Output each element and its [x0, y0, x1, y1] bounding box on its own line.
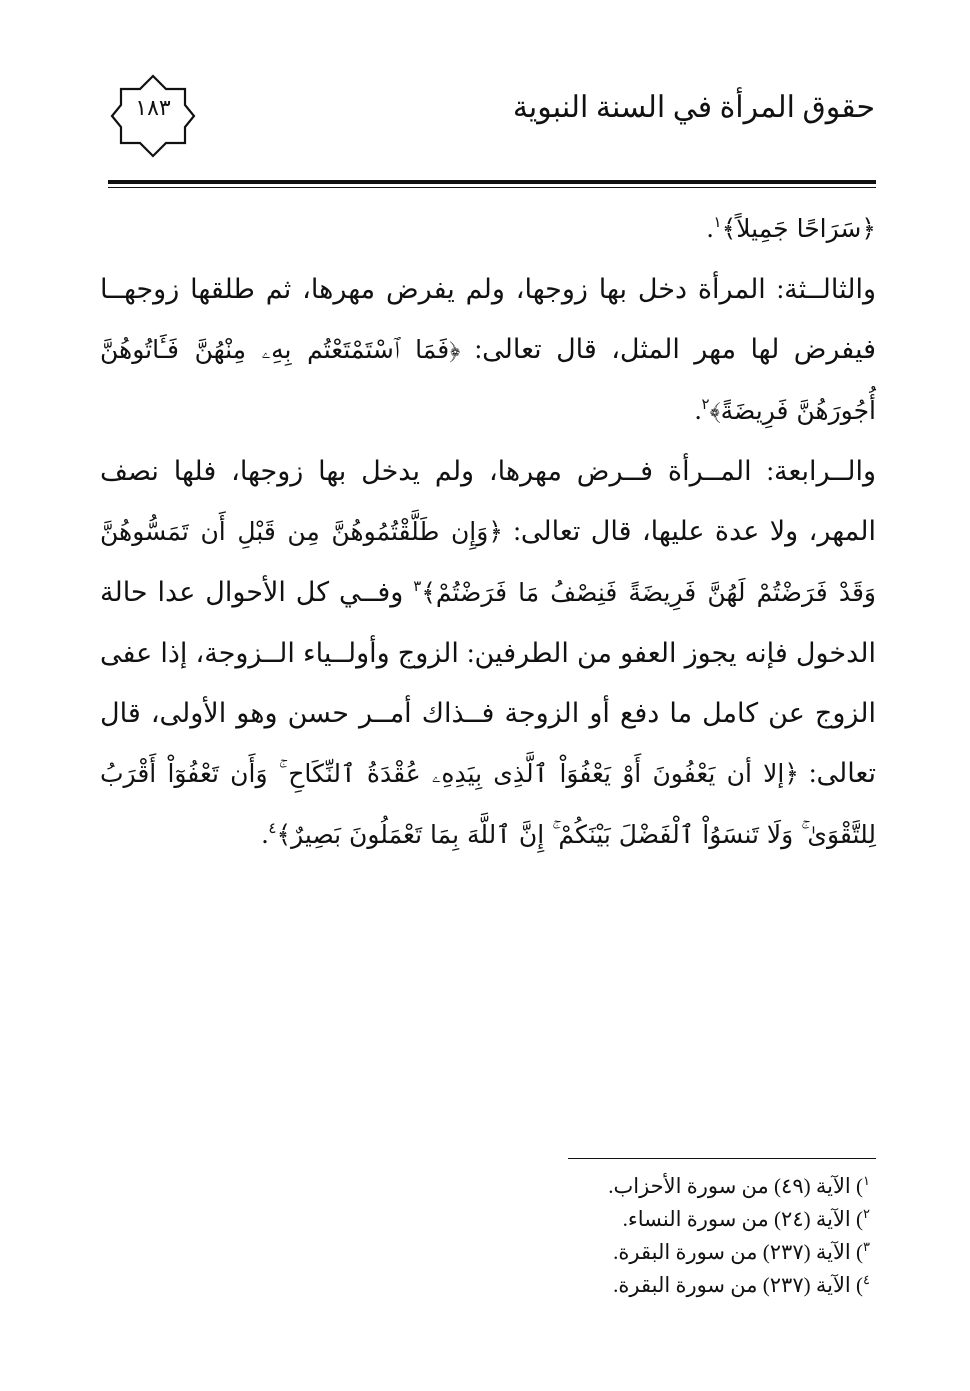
quran-bracket-close: ﴾: [721, 214, 737, 243]
page-number: ١٨٣: [135, 96, 171, 121]
footnote-number: ٤: [863, 1272, 870, 1287]
footnote-item: [450, 1269, 870, 1302]
footnote-separator: [568, 1158, 876, 1159]
page-number-badge: [108, 72, 198, 160]
footnote-number: ٢: [863, 1206, 870, 1221]
quran-bracket-open: ﴿: [784, 759, 799, 788]
running-title: حقوق المرأة في السنة النبوية: [512, 91, 875, 124]
quran-verse: إلا أن يَعْفُونَ أَوْ يَعْفُوَاْ ٱلَّذِى بِيَدِهِۦ عُقْدَةُ ٱلنِّكَاحِ ۚ وَأَن تَعْفُوٓاْ أَقْرَبُ لِلتَّقْوَىٰ ۚ وَلَا تَنسَوُاْ ٱلْفَضْلَ بَيْنَكُمْ ۚ إِنَّ ٱللَّهَ بِمَا تَعْمَلُونَ بَصِيرٌ: [100, 759, 876, 849]
body-text: [100, 198, 876, 865]
footnote-marker: ١: [713, 215, 722, 231]
footnote-number: ١: [863, 1173, 870, 1188]
quran-bracket-open: ﴿: [488, 517, 503, 546]
paragraph-text: والــرابعة: المــرأة فــرض مهرها، ولم يدخل بها زوجها، فلها نصف المهر، ولا عدة عليها، قال تعالى:: [100, 456, 876, 546]
paragraph-text: والثالــثة: المرأة دخل بها زوجها، ولم يفرض مهرها، ثم طلقها زوجهــا فيفرض لها مهر المثل، قال تعالى:: [100, 274, 877, 364]
footnote-number: ٣: [863, 1239, 870, 1254]
paragraph-text: وفــي كل الأحوال عدا حالة الدخول فإنه يجوز العفو من الطرفين: الزوج وأولــياء الــزوجة، إذا عفى الزوج عن كامل ما دفع أو الزوجة فــذاك أمــر حسن وهو الأولى، قال تعالى:: [100, 577, 877, 788]
header-rule-thin: [108, 187, 876, 188]
footnote-text: ) الآية (٢٤) من سورة النساء.: [622, 1207, 864, 1231]
footnote-text: ) الآية (٢٣٧) من سورة البقرة.: [613, 1240, 864, 1264]
header-rule: [108, 180, 876, 184]
paragraph: والثالــثة: المرأة دخل بها زوجها، ولم يفرض مهرها، ثم طلقها زوجهــا فيفرض لها مهر المثل، قال تعالى: ﴿فَمَا ٱسْتَمْتَعْتُم بِهِۦ مِنْهُنَّ فَـَٔاتُوهُنَّ أُجُورَهُنَّ فَرِيضَةً﴾$^٢$.: [100, 274, 877, 425]
quran-bracket-open: ﴿: [861, 214, 876, 243]
quran-bracket-open: ﴿: [449, 335, 461, 364]
footnote-item: [450, 1203, 870, 1236]
footnote-item: [450, 1170, 870, 1203]
footnotes: [450, 1170, 870, 1302]
paragraph: والــرابعة: المــرأة فــرض مهرها، ولم يدخل بها زوجها، فلها نصف المهر، ولا عدة عليها، قال تعالى: ﴿وَإِن طَلَّقْتُمُوهُنَّ مِن قَبْلِ أَن تَمَسُّوهُنَّ وَقَدْ فَرَضْتُمْ لَهُنَّ فَرِيضَةً فَنِصْفُ مَا فَرَضْتُمْ﴾$^٣$ وفــي كل الأحوال عدا حالة الدخول فإنه يجوز العفو من الطرفين: الزوج وأولــياء الــزوجة، إذا عفى الزوج عن كامل ما دفع أو الزوجة فــذاك أمــر حسن وهو الأولى، قال تعالى: ﴿إلا أن يَعْفُونَ أَوْ يَعْفُوَاْ ٱلَّذِى بِيَدِهِۦ عُقْدَةُ ٱلنِّكَاحِ ۚ وَأَن تَعْفُوٓاْ أَقْرَبُ لِلتَّقْوَىٰ ۚ وَلَا تَنسَوُاْ ٱلْفَضْلَ بَيْنَكُمْ ۚ إِنَّ ٱللَّهَ بِمَا تَعْمَلُونَ بَصِيرٌ﴾$^٤$.: [100, 456, 877, 849]
quran-bracket-close: ﴾: [276, 820, 292, 849]
footnote-item: [450, 1236, 870, 1269]
paragraph: ﴿سَرَاحًا جَمِيلاً﴾$^١$.: [706, 213, 876, 243]
footnote-marker: ٢: [701, 397, 710, 413]
quran-verse: فَمَا ٱسْتَمْتَعْتُم بِهِۦ مِنْهُنَّ فَـَٔاتُوهُنَّ أُجُورَهُنَّ فَرِيضَةً: [100, 335, 876, 425]
quran-bracket-close: ﴾: [421, 578, 436, 607]
footnote-marker: ٣: [413, 579, 422, 595]
footnote-text: ) الآية (٤٩) من سورة الأحزاب.: [608, 1174, 864, 1198]
quran-verse: سَرَاحًا جَمِيلاً: [736, 214, 862, 243]
footnote-text: ) الآية (٢٣٧) من سورة البقرة.: [613, 1273, 864, 1297]
footnote-marker: ٤: [268, 821, 277, 837]
quran-verse: وَإِن طَلَّقْتُمُوهُنَّ مِن قَبْلِ أَن تَمَسُّوهُنَّ وَقَدْ فَرَضْتُمْ لَهُنَّ فَرِيضَةً فَنِصْفُ مَا فَرَضْتُمْ: [100, 517, 877, 607]
quran-bracket-close: ﴾: [709, 396, 721, 425]
